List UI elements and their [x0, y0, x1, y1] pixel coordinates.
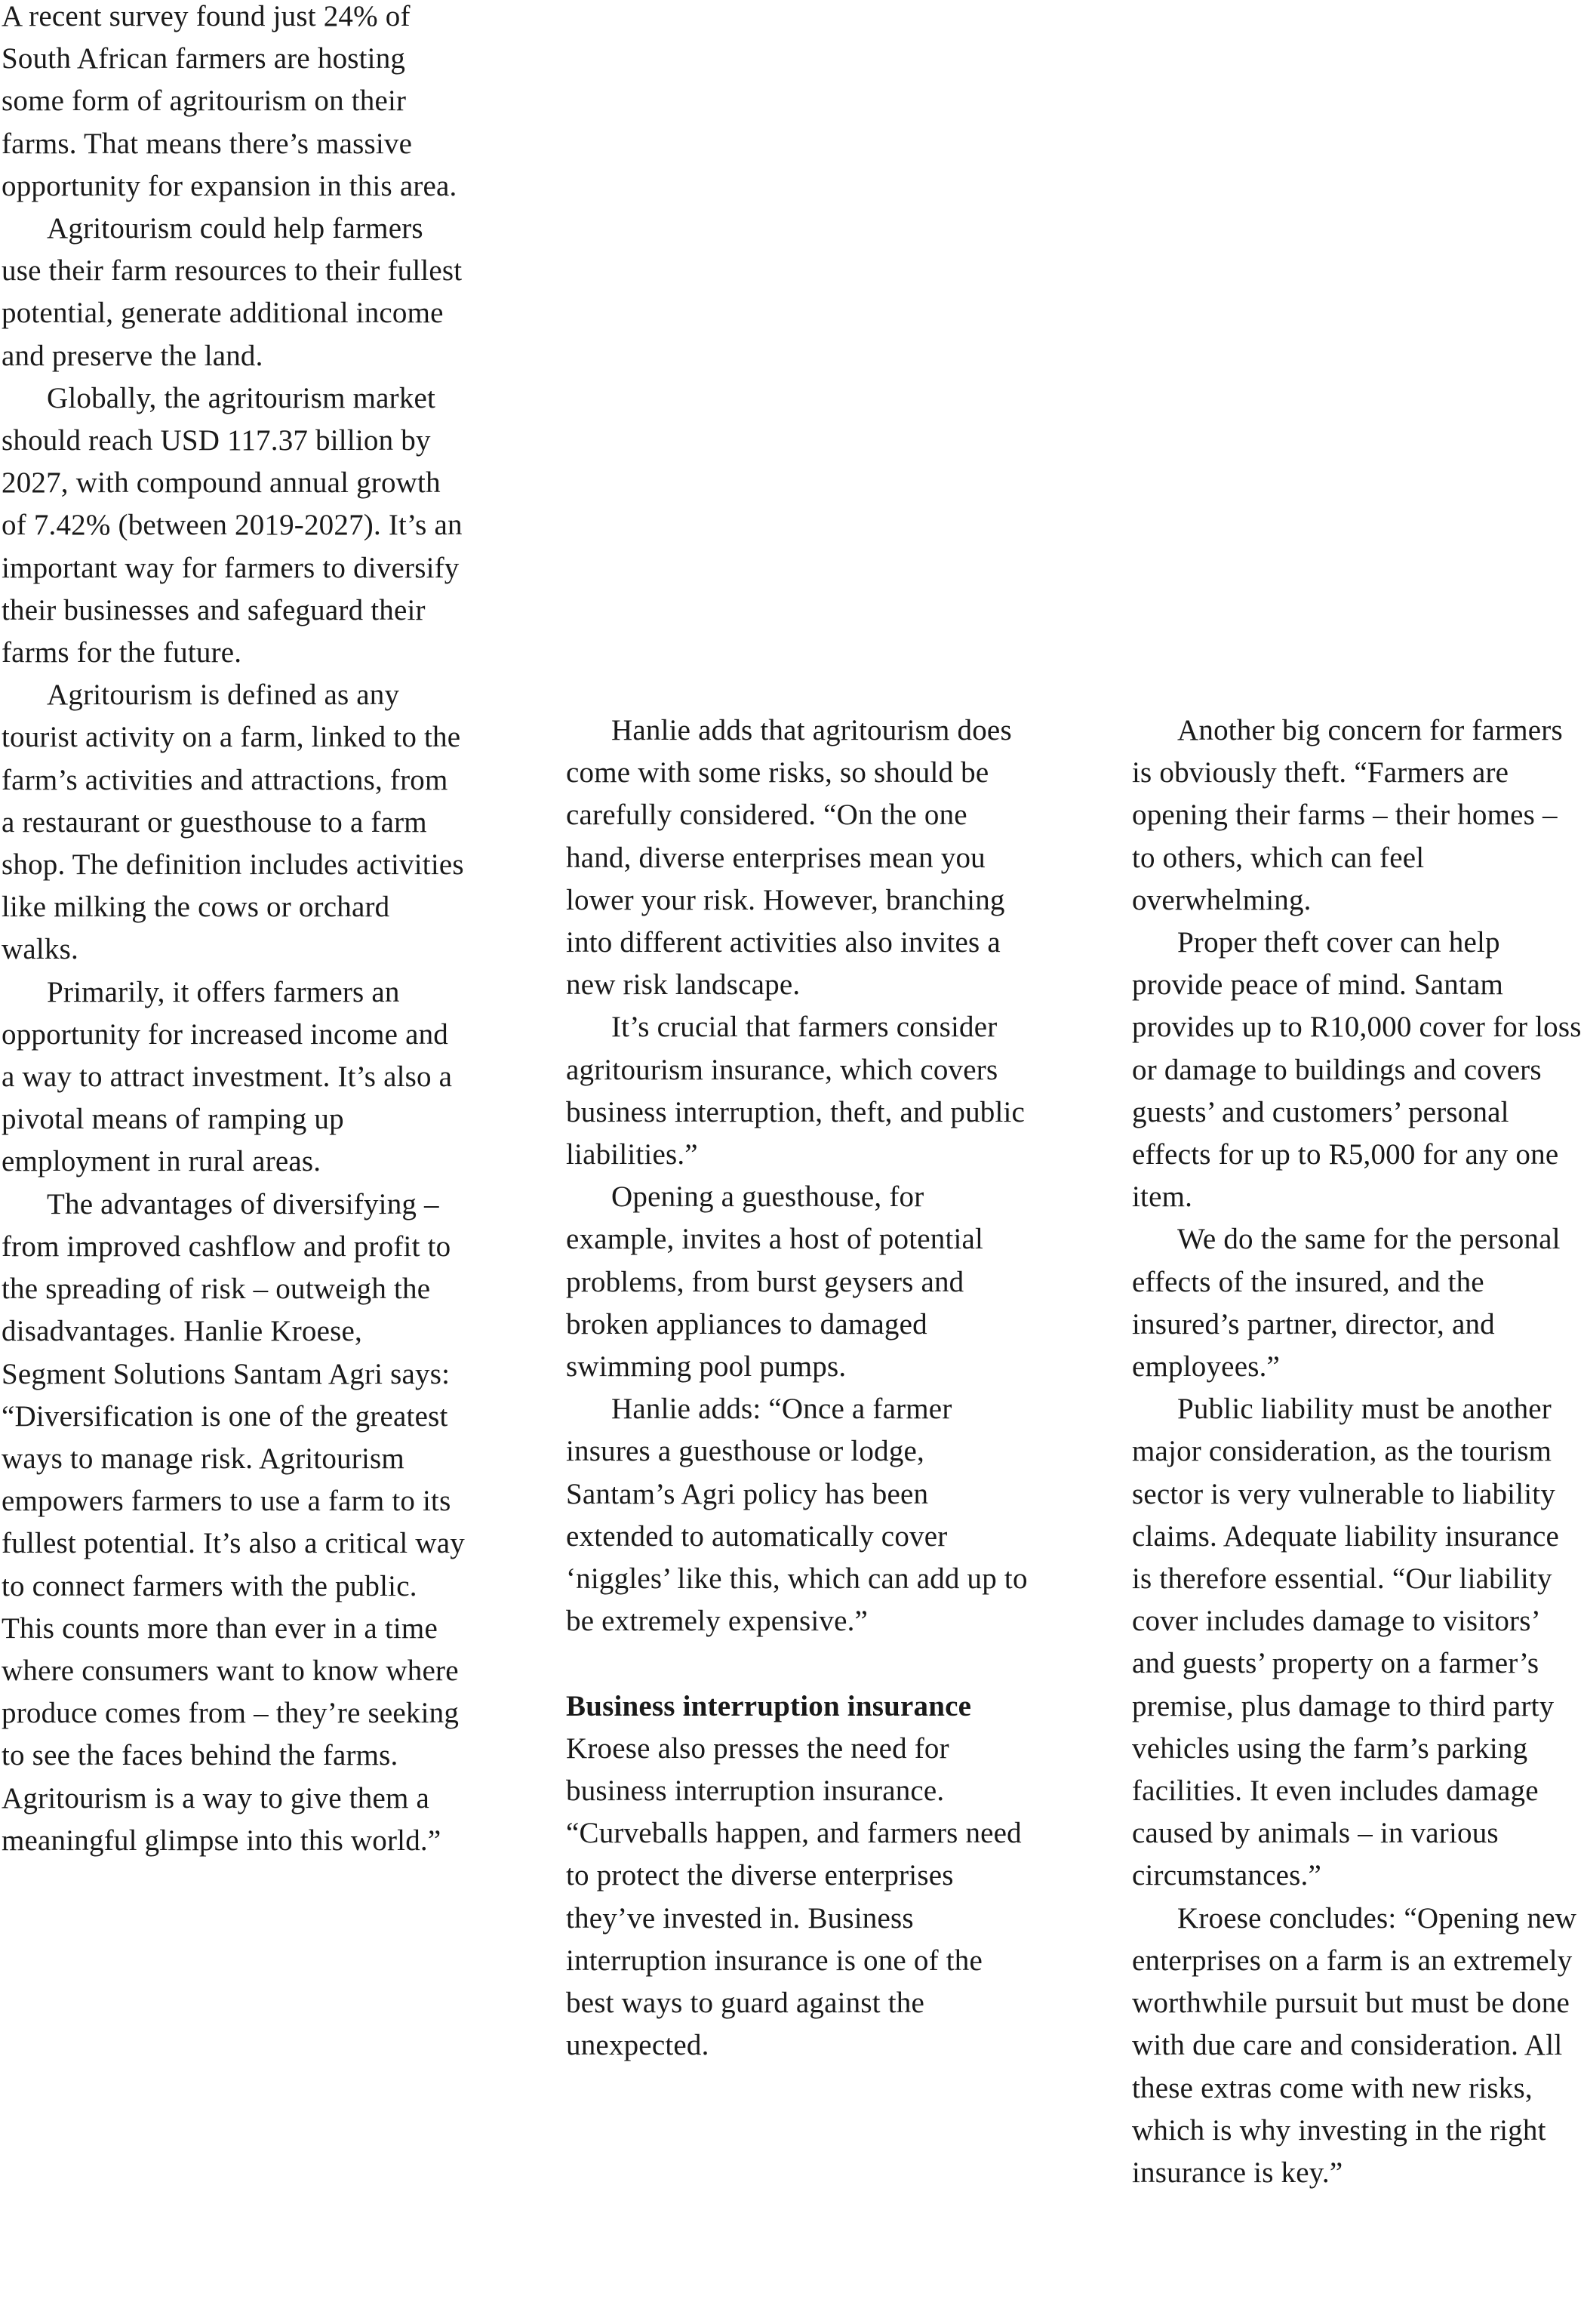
article-column-2 [566, 710, 1034, 2067]
section-heading: Business interruption insurance [566, 1689, 972, 1722]
paragraph: Kroese also presses the need for business interruption insurance. “Curveballs happen, and farmers need to protect the diverse enterprises they’ve invested in. Business interruption insurance is one of the best ways to guard against the unexpected. [566, 1731, 1022, 2062]
paragraph: Primarily, it offers farmers an opportunity for increased income and a way to attract investment. It’s also a pivotal means of ramping up employment in rural areas. [2, 975, 453, 1178]
paragraph: We do the same for the personal effects of the insured, and the insured’s partner, director, and employees.” [1132, 1223, 1561, 1384]
paragraph: Proper theft cover can help provide peace of mind. Santam provides up to R10,000 cover for loss or damage to buildings and covers guests’ and customers’ personal effects for up to R5,000 for any one item. [1132, 926, 1582, 1214]
paragraph: It’s crucial that farmers consider agritourism insurance, which covers business interruption, theft, and public liabilities.” [566, 1011, 1026, 1171]
paragraph: Agritourism is defined as any tourist activity on a farm, linked to the farm’s activities and attractions, from a restaurant or guesthouse to a farm shop. The definition includes activities like milking the cows or orchard walks. [2, 679, 464, 966]
paragraph: The advantages of diversifying – from improved cashflow and profit to the spreading of risk – outweigh the disadvantages. Hanlie Kroese, Segment Solutions Santam Agri says: “Diversification is one of the greatest ways to manage risk. Agritourism empowers farmers to use a farm to its fullest potential. It’s also a critical way to connect farmers with the public. This counts more than ever in a time where consumers want to know where produce comes from – they’re seeking to see the faces behind the farms. Agritourism is a way to give them a meaningful glimpse into this world.” [2, 1187, 465, 1857]
paragraph: Agritourism could help farmers use their farm resources to their fullest potential, generate additional income and preserve the land. [2, 212, 463, 372]
paragraph: Kroese concludes: “Opening new enterprises on a farm is an extremely worthwhile pursuit but must be done with due care and consideration. All these extras come with new risks, which is why investing in the right insurance is key.” [1132, 1901, 1577, 2189]
article-column-1 [2, 0, 466, 1862]
paragraph: A recent survey found just 24% of South African farmers are hosting some form of agritourism on their farms. That means there’s massive opportunity for expansion in this area. [2, 0, 457, 202]
paragraph: Public liability must be another major consideration, as the tourism sector is very vulnerable to liability claims. Adequate liability insurance is therefore essential. “Our liability cover includes damage to visitors’ and guests’ property on a farmer’s premise, plus damage to third party vehicles using the farm’s parking facilities. It even includes damage caused by animals – in various circumstances.” [1132, 1393, 1560, 1892]
paragraph: Opening a guesthouse, for example, invites a host of potential problems, from burst geysers and broken appliances to damaged swimming pool pumps. [566, 1180, 984, 1384]
paragraph: Hanlie adds: “Once a farmer insures a guesthouse or lodge, Santam’s Agri policy has been extended to automatically cover ‘niggles’ like this, which can add up to be extremely expensive.” [566, 1393, 1028, 1638]
section-spacer [566, 1642, 1034, 1685]
paragraph: Hanlie adds that agritourism does come with some risks, so should be carefully considered. “On the one hand, diverse enterprises mean you lower your risk. However, branching into different activities also invites a new risk landscape. [566, 714, 1012, 1002]
article-column-3 [1132, 710, 1584, 2194]
paragraph: Another big concern for farmers is obviously theft. “Farmers are opening their farms – their homes – to others, which can feel overwhelming. [1132, 714, 1563, 916]
paragraph: Globally, the agritourism market should reach USD 117.37 billion by 2027, with compound annual growth of 7.42% (between 2019-2027). It’s an important way for farmers to diversify their businesses and safeguard their farms for the future. [2, 381, 463, 669]
